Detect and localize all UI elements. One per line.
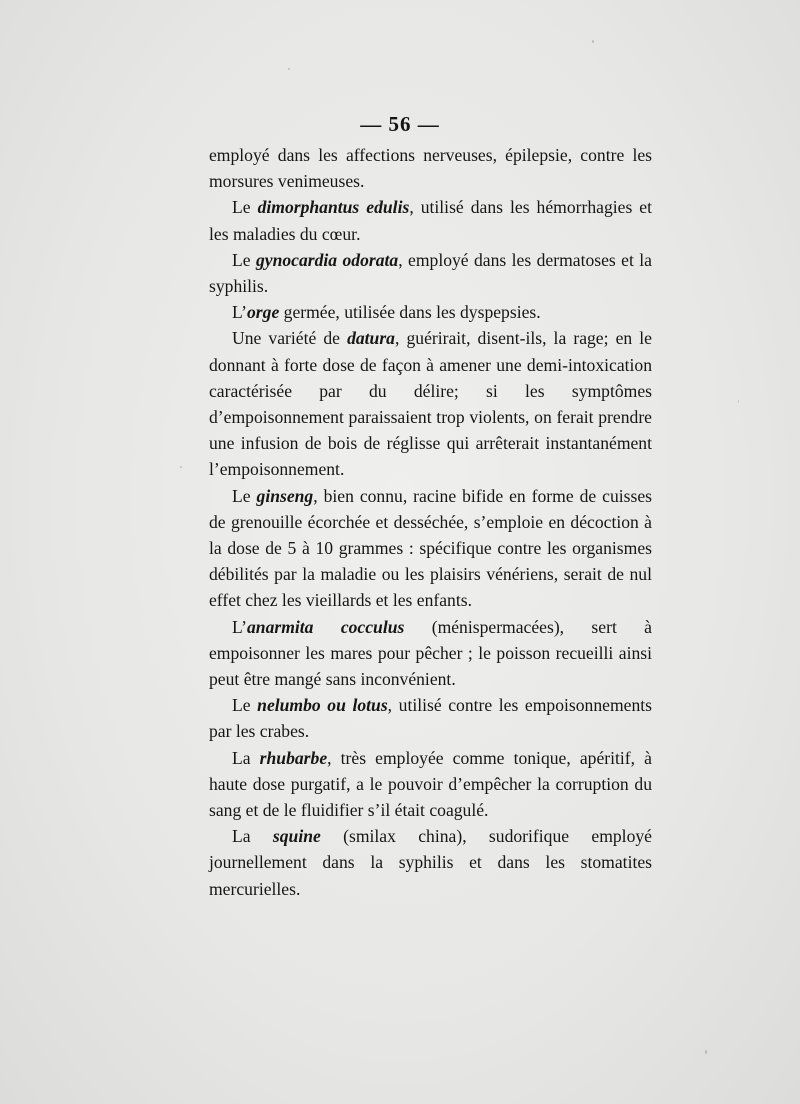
- paragraph-text: L’: [232, 302, 247, 323]
- paragraph-dimorphantus: [209, 194, 652, 246]
- paragraph-nelumbo: [209, 692, 652, 744]
- paper-speck: [180, 466, 182, 468]
- species-name: dimorphantus edulis: [257, 197, 410, 218]
- paragraph-rhubarbe: [209, 745, 652, 824]
- paragraph-text: , bien connu, racine bifide en forme de cuisses de grenouille écorchée et desséchée, s’emploie en décoction à la dose de 5 à 10 grammes : spécifique contre les organismes débilités par la maladie ou les plaisirs vénériens, serait de nul effet chez les vieillards et les enfants.: [209, 485, 652, 611]
- paragraph-text: employé dans les affections nerveuses, épilepsie, contre les morsures venimeuses.: [209, 145, 652, 192]
- species-name: rhubarbe: [259, 747, 328, 768]
- paragraph-gynocardia: [209, 247, 652, 299]
- paragraph-text: (ménispermacées), sert à empoisonner les mares pour pêcher ; le poisson recueilli ainsi peut être mangé sans inconvénient.: [209, 616, 652, 690]
- paragraph-text: , employé dans les dermatoses et la syphilis.: [209, 249, 652, 297]
- species-name: gynocardia odorata: [255, 249, 399, 270]
- page-number: — 56 —: [360, 112, 440, 136]
- paragraph-text: Le: [232, 695, 258, 716]
- paragraph-text: , utilisé dans les hémorrhagies et les maladies du cœur.: [209, 197, 653, 244]
- paragraph-text: L’: [232, 616, 247, 637]
- paper-speck: [288, 68, 290, 70]
- species-name: datura: [347, 328, 395, 349]
- paragraph-squine: [209, 823, 652, 902]
- paragraph-ginseng: [209, 483, 652, 614]
- body-text: [209, 142, 652, 902]
- paragraph-datura: [209, 325, 652, 482]
- paragraph-text: Le: [232, 485, 257, 506]
- paragraph-text: La: [232, 826, 273, 847]
- paragraph-text: Le: [232, 249, 256, 270]
- species-name: anarmita cocculus: [247, 616, 405, 637]
- species-name: nelumbo ou lotus: [257, 695, 388, 716]
- paragraph-orge: [209, 299, 652, 325]
- paragraph-text: , très employée comme tonique, apéritif, à haute dose purgatif, a le pouvoir d’empêcher la corruption du sang et de le fluidifier s’il était coagulé.: [209, 747, 652, 821]
- paragraph-text: (smilax china), sudorifique employé journellement dans la syphilis et dans les stomatites mercurielles.: [209, 826, 652, 899]
- paragraph-text: , utilisé contre les empoisonnements par les crabes.: [209, 695, 652, 742]
- paragraph-text: La: [232, 747, 260, 768]
- paragraph-text: germée, utilisée dans les dyspepsies.: [279, 302, 541, 323]
- species-name: ginseng: [256, 485, 314, 506]
- paper-speck: [592, 40, 594, 43]
- paragraph-anarmita: [209, 614, 652, 693]
- paragraph-text: Une variété de: [232, 328, 348, 349]
- paragraph-text: , guérirait, disent-ils, la rage; en le donnant à forte dose de façon à amener une demi-intoxication caractérisée par du délire; si les symptômes d’empoisonnement paraissaient trop violents, on ferait prendre une infusion de bois de réglisse qui arrêterait instantanément l’empoisonnement.: [209, 328, 652, 480]
- paragraph-text: Le: [232, 197, 258, 218]
- species-name: squine: [272, 826, 321, 847]
- paper-speck: [705, 1050, 707, 1054]
- paper-speck: [738, 400, 739, 403]
- paragraph-epilepsy: [209, 142, 652, 194]
- species-name: orge: [247, 302, 280, 323]
